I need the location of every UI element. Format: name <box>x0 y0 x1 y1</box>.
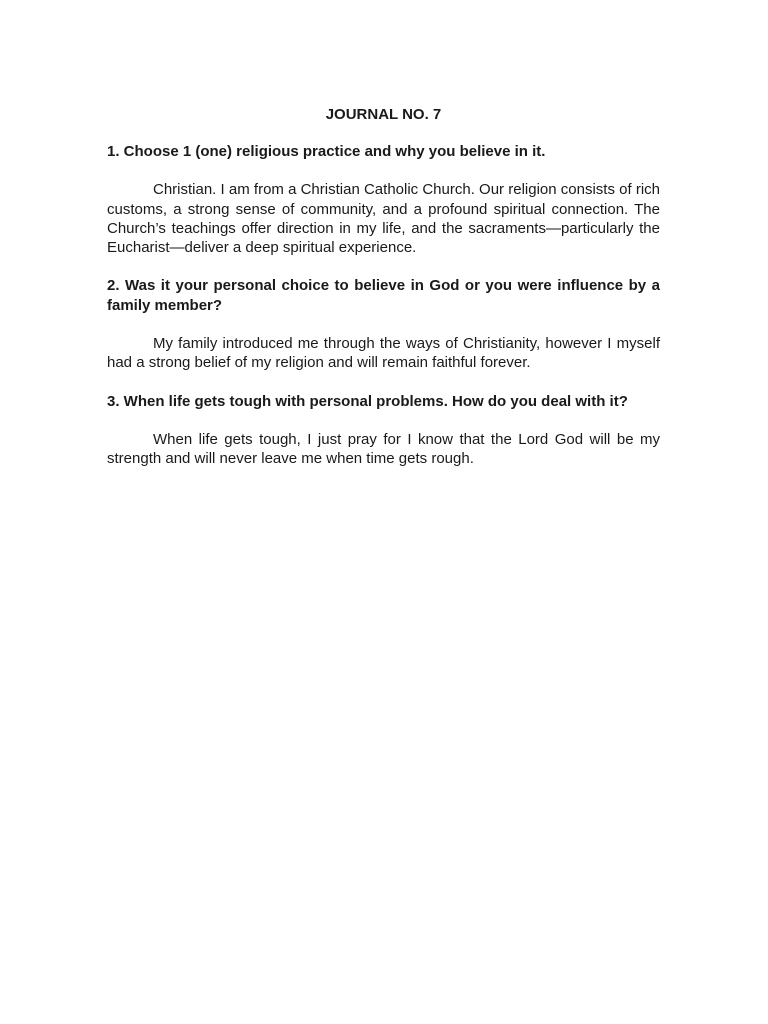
answer-3: When life gets tough, I just pray for I know that the Lord God will be my strength and will never leave me when time gets rough. <box>107 430 660 468</box>
answer-2: My family introduced me through the ways of Christianity, however I myself had a strong belief of my religion and will remain faithful forever. <box>107 335 660 372</box>
document-body <box>107 105 660 488</box>
answer-1: Christian. I am from a Christian Catholic Church. Our religion consists of rich customs, a strong sense of community, and a profound spiritual connection. The Church’s teachings offer direction in my life, and the sacraments—particularly the Eucharist—deliver a deep spiritual experience. <box>107 181 660 257</box>
question-1: 1. Choose 1 (one) religious practice and why you believe in it. <box>107 143 546 160</box>
question-2: 2. Was it your personal choice to believe in God or you were influence by a family member? <box>107 277 660 314</box>
document-title: JOURNAL NO. 7 <box>325 106 442 123</box>
question-3: 3. When life gets tough with personal problems. How do you deal with it? <box>107 392 628 410</box>
